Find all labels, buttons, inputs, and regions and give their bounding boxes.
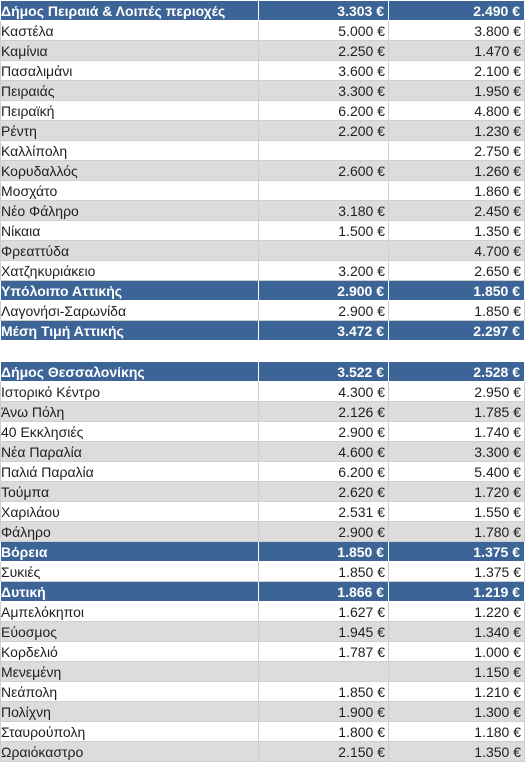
area-name-cell[interactable]: Τούμπα xyxy=(1,482,259,502)
area-name-cell[interactable]: Φρεαττύδα xyxy=(1,241,259,261)
price-cell-col1[interactable]: 4.300 € xyxy=(259,382,389,402)
price-cell-col2[interactable]: 1.350 € xyxy=(389,742,525,762)
price-cell-col1[interactable]: 1.866 € xyxy=(259,582,389,602)
spacer-row xyxy=(1,341,525,362)
price-table-body xyxy=(1,1,525,762)
price-cell-col1[interactable]: 4.600 € xyxy=(259,442,389,462)
area-name-cell[interactable]: Χαριλάου xyxy=(1,502,259,522)
price-cell-col2[interactable]: 1.860 € xyxy=(389,181,525,201)
table-row xyxy=(1,722,525,742)
price-cell-col1[interactable]: 3.303 € xyxy=(259,1,389,21)
price-cell-col2[interactable]: 2.750 € xyxy=(389,141,525,161)
price-cell-col1[interactable] xyxy=(259,341,389,362)
price-cell-col1[interactable] xyxy=(259,662,389,682)
price-cell-col1[interactable]: 1.787 € xyxy=(259,642,389,662)
price-cell-col1[interactable]: 1.800 € xyxy=(259,722,389,742)
area-name-cell[interactable]: Συκιές xyxy=(1,562,259,582)
price-cell-col1[interactable]: 3.300 € xyxy=(259,81,389,101)
price-cell-col1[interactable]: 1.850 € xyxy=(259,682,389,702)
price-cell-col1[interactable]: 3.180 € xyxy=(259,201,389,221)
table-row xyxy=(1,482,525,502)
price-cell-col1[interactable]: 3.600 € xyxy=(259,61,389,81)
price-cell-col2[interactable]: 2.490 € xyxy=(389,1,525,21)
area-name-cell[interactable]: Κορυδαλλός xyxy=(1,161,259,181)
price-cell-col2[interactable]: 1.375 € xyxy=(389,542,525,562)
price-cell-col2[interactable]: 1.340 € xyxy=(389,622,525,642)
section-header-row xyxy=(1,582,525,602)
area-name-cell[interactable]: 40 Εκκλησιές xyxy=(1,422,259,442)
area-name-cell[interactable]: Αμπελόκηποι xyxy=(1,602,259,622)
price-cell-col2[interactable]: 1.780 € xyxy=(389,522,525,542)
area-name-cell[interactable]: Άνω Πόλη xyxy=(1,402,259,422)
area-name-cell[interactable]: Νεάπολη xyxy=(1,682,259,702)
price-cell-col1[interactable]: 2.200 € xyxy=(259,121,389,141)
price-cell-col1[interactable]: 6.200 € xyxy=(259,462,389,482)
table-row xyxy=(1,181,525,201)
table-row xyxy=(1,41,525,61)
area-name-cell[interactable]: Δήμος Πειραιά & Λοιπές περιοχές xyxy=(1,1,259,21)
table-row xyxy=(1,101,525,121)
area-name-cell[interactable]: Λαγονήσι-Σαρωνίδα xyxy=(1,301,259,321)
area-name-cell[interactable]: Πολίχνη xyxy=(1,702,259,722)
price-cell-col2[interactable]: 1.850 € xyxy=(389,301,525,321)
price-cell-col2[interactable]: 2.450 € xyxy=(389,201,525,221)
area-name-cell[interactable]: Πειραιάς xyxy=(1,81,259,101)
price-cell-col1[interactable]: 3.472 € xyxy=(259,321,389,341)
area-name-cell[interactable]: Νέα Παραλία xyxy=(1,442,259,462)
price-cell-col1[interactable] xyxy=(259,241,389,261)
price-cell-col2[interactable]: 5.400 € xyxy=(389,462,525,482)
price-cell-col1[interactable]: 2.531 € xyxy=(259,502,389,522)
price-cell-col2[interactable]: 1.230 € xyxy=(389,121,525,141)
price-cell-col2[interactable]: 4.700 € xyxy=(389,241,525,261)
table-row xyxy=(1,562,525,582)
section-header-row xyxy=(1,362,525,382)
price-cell-col2[interactable]: 1.850 € xyxy=(389,281,525,301)
area-name-cell[interactable]: Καμίνια xyxy=(1,41,259,61)
area-name-cell[interactable]: Πασαλιμάνι xyxy=(1,61,259,81)
price-cell-col1[interactable] xyxy=(259,181,389,201)
table-row xyxy=(1,682,525,702)
price-cell-col1[interactable]: 2.620 € xyxy=(259,482,389,502)
price-cell-col1[interactable]: 1.500 € xyxy=(259,221,389,241)
price-cell-col2[interactable]: 1.260 € xyxy=(389,161,525,181)
price-cell-col1[interactable] xyxy=(259,141,389,161)
price-cell-col1[interactable]: 2.900 € xyxy=(259,522,389,542)
area-name-cell[interactable]: Χατζηκυριάκειο xyxy=(1,261,259,281)
area-name-cell[interactable]: Κορδελιό xyxy=(1,642,259,662)
price-cell-col2[interactable]: 1.210 € xyxy=(389,682,525,702)
table-row xyxy=(1,502,525,522)
table-row xyxy=(1,201,525,221)
price-cell-col1[interactable]: 2.900 € xyxy=(259,301,389,321)
price-cell-col2[interactable]: 2.528 € xyxy=(389,362,525,382)
table-row xyxy=(1,462,525,482)
area-name-cell[interactable]: Σταυρούπολη xyxy=(1,722,259,742)
table-row xyxy=(1,241,525,261)
table-row xyxy=(1,442,525,462)
price-cell-col2[interactable]: 1.950 € xyxy=(389,81,525,101)
table-row xyxy=(1,622,525,642)
table-row xyxy=(1,382,525,402)
price-cell-col2[interactable]: 3.800 € xyxy=(389,21,525,41)
section-header-row xyxy=(1,1,525,21)
table-row xyxy=(1,642,525,662)
price-cell-col2[interactable]: 1.375 € xyxy=(389,562,525,582)
price-cell-col1[interactable]: 1.900 € xyxy=(259,702,389,722)
price-cell-col2[interactable]: 2.650 € xyxy=(389,261,525,281)
price-cell-col2[interactable]: 4.800 € xyxy=(389,101,525,121)
table-row xyxy=(1,221,525,241)
table-row xyxy=(1,261,525,281)
table-row xyxy=(1,121,525,141)
area-name-cell[interactable]: Παλιά Παραλία xyxy=(1,462,259,482)
area-name-cell[interactable]: Εύοσμος xyxy=(1,622,259,642)
table-row xyxy=(1,522,525,542)
price-cell-col1[interactable]: 5.000 € xyxy=(259,21,389,41)
table-row xyxy=(1,141,525,161)
section-header-row xyxy=(1,281,525,301)
table-row xyxy=(1,702,525,722)
table-row xyxy=(1,21,525,41)
price-cell-col2[interactable]: 1.150 € xyxy=(389,662,525,682)
price-cell-col2[interactable]: 1.220 € xyxy=(389,602,525,622)
price-cell-col1[interactable]: 6.200 € xyxy=(259,101,389,121)
area-name-cell[interactable]: Δυτική xyxy=(1,582,259,602)
price-cell-col1[interactable]: 2.900 € xyxy=(259,281,389,301)
table-row xyxy=(1,402,525,422)
price-cell-col2[interactable]: 1.000 € xyxy=(389,642,525,662)
area-name-cell[interactable]: Βόρεια xyxy=(1,542,259,562)
area-name-cell[interactable]: Δήμος Θεσσαλονίκης xyxy=(1,362,259,382)
area-name-cell[interactable]: Καλλίπολη xyxy=(1,141,259,161)
price-cell-col2[interactable]: 1.219 € xyxy=(389,582,525,602)
price-cell-col1[interactable]: 1.945 € xyxy=(259,622,389,642)
price-cell-col2[interactable]: 3.300 € xyxy=(389,442,525,462)
price-cell-col1[interactable]: 2.900 € xyxy=(259,422,389,442)
price-cell-col1[interactable]: 2.600 € xyxy=(259,161,389,181)
price-cell-col2[interactable]: 2.100 € xyxy=(389,61,525,81)
area-name-cell[interactable]: Νέο Φάληρο xyxy=(1,201,259,221)
area-name-cell[interactable]: Μενεμένη xyxy=(1,662,259,682)
table-row xyxy=(1,301,525,321)
area-name-cell[interactable]: Καστέλα xyxy=(1,21,259,41)
area-name-cell[interactable]: Φάληρο xyxy=(1,522,259,542)
area-name-cell[interactable]: Μοσχάτο xyxy=(1,181,259,201)
price-cell-col1[interactable]: 1.850 € xyxy=(259,562,389,582)
price-cell-col2[interactable]: 1.785 € xyxy=(389,402,525,422)
price-cell-col2[interactable]: 1.720 € xyxy=(389,482,525,502)
area-name-cell[interactable]: Ιστορικό Κέντρο xyxy=(1,382,259,402)
price-cell-col2[interactable]: 2.950 € xyxy=(389,382,525,402)
price-cell-col2[interactable] xyxy=(389,341,525,362)
price-cell-col1[interactable]: 2.150 € xyxy=(259,742,389,762)
price-cell-col2[interactable]: 1.180 € xyxy=(389,722,525,742)
area-name-cell[interactable]: Ρέντη xyxy=(1,121,259,141)
table-row xyxy=(1,81,525,101)
price-cell-col2[interactable]: 2.297 € xyxy=(389,321,525,341)
area-name-cell[interactable]: Μέση Τιμή Αττικής xyxy=(1,321,259,341)
price-cell-col2[interactable]: 1.550 € xyxy=(389,502,525,522)
price-cell-col2[interactable]: 1.740 € xyxy=(389,422,525,442)
price-cell-col2[interactable]: 1.300 € xyxy=(389,702,525,722)
area-name-cell[interactable]: Υπόλοιπο Αττικής xyxy=(1,281,259,301)
section-header-row xyxy=(1,321,525,341)
price-cell-col1[interactable]: 3.522 € xyxy=(259,362,389,382)
price-cell-col1[interactable]: 3.200 € xyxy=(259,261,389,281)
price-cell-col1[interactable]: 2.126 € xyxy=(259,402,389,422)
area-name-cell[interactable]: Πειραϊκή xyxy=(1,101,259,121)
table-row xyxy=(1,742,525,762)
area-name-cell[interactable]: Νίκαια xyxy=(1,221,259,241)
price-cell-col1[interactable]: 1.627 € xyxy=(259,602,389,622)
table-row xyxy=(1,602,525,622)
table-row xyxy=(1,662,525,682)
area-name-cell[interactable] xyxy=(1,341,259,362)
table-row xyxy=(1,61,525,81)
table-row xyxy=(1,161,525,181)
price-cell-col2[interactable]: 1.470 € xyxy=(389,41,525,61)
table-row xyxy=(1,422,525,442)
price-cell-col2[interactable]: 1.350 € xyxy=(389,221,525,241)
area-name-cell[interactable]: Ωραιόκαστρο xyxy=(1,742,259,762)
price-cell-col1[interactable]: 1.850 € xyxy=(259,542,389,562)
section-header-row xyxy=(1,542,525,562)
price-cell-col1[interactable]: 2.250 € xyxy=(259,41,389,61)
